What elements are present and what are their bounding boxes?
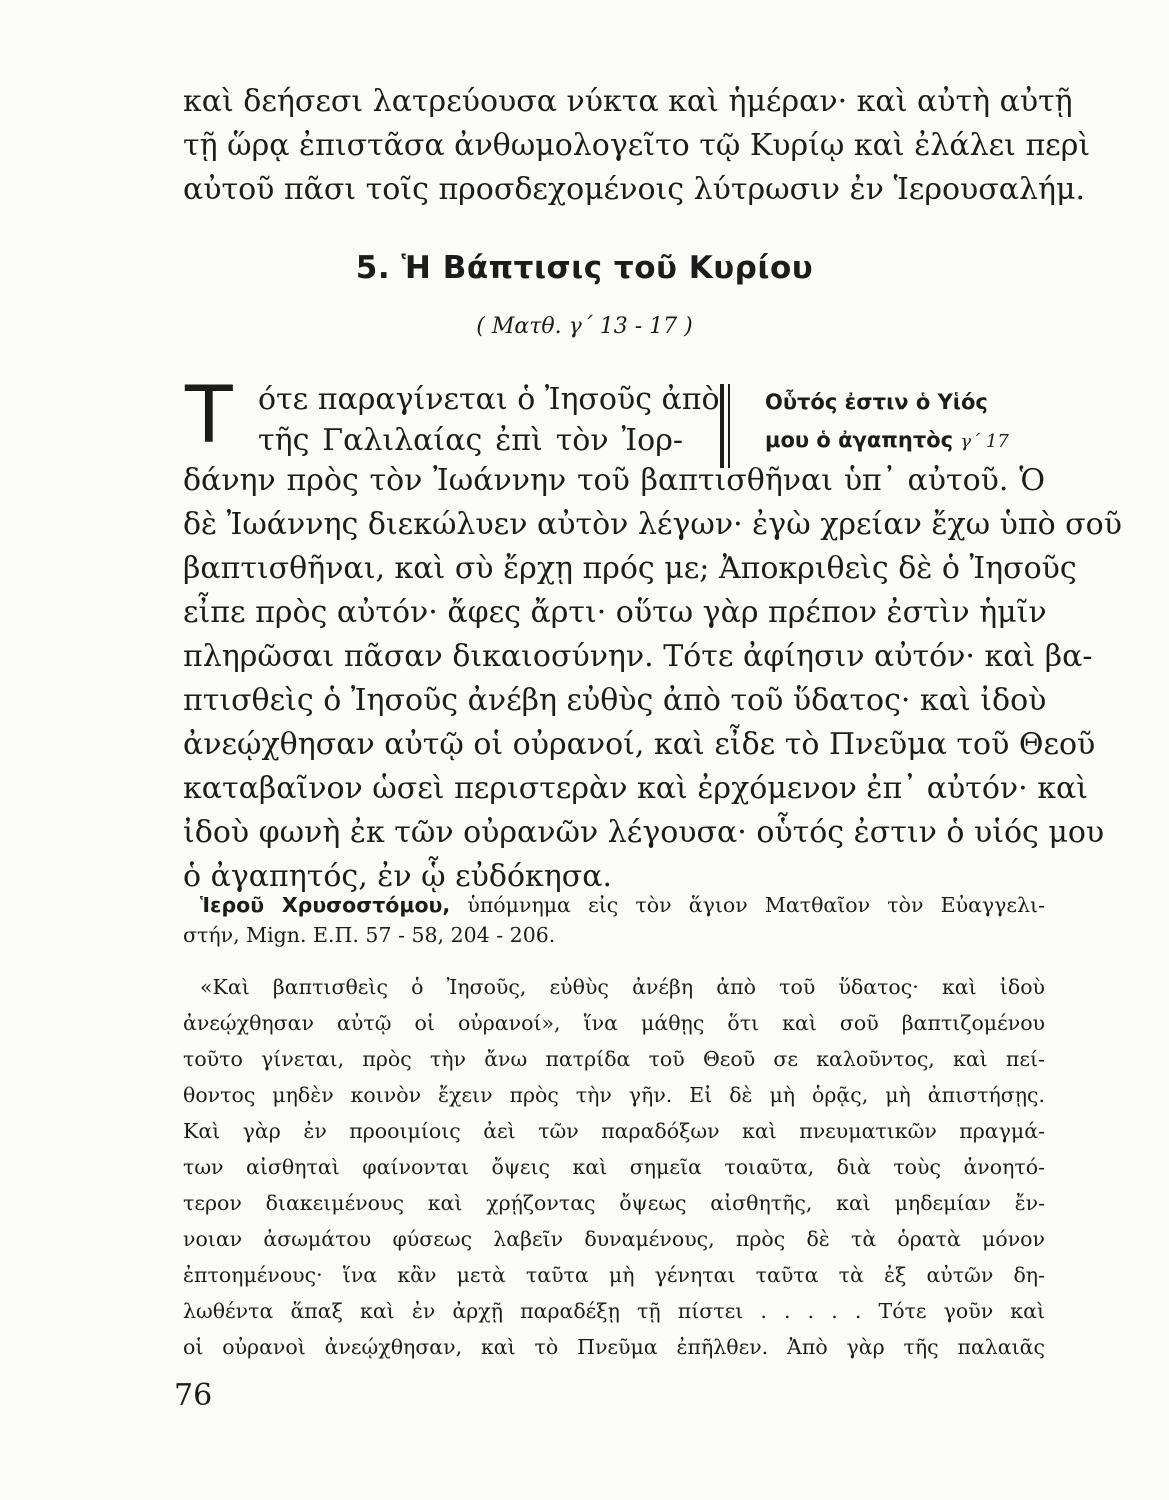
- commentary-line: τερον διακειμένους καὶ χρῄζοντας ὄψεως αἰσθητῆς, καὶ μηδεμίαν ἔν-: [183, 1191, 1045, 1215]
- source-citation: [200, 892, 1045, 918]
- sidebar-quote-text: μου ὁ ἀγαπητὸς: [765, 428, 954, 452]
- gospel-line: δὲ Ἰωάννης διεκώλυεν αὐτὸν λέγων· ἐγὼ χρείαν ἔχω ὑπὸ σοῦ: [183, 507, 1122, 542]
- intro-line: τῇ ὥρᾳ ἐπιστᾶσα ἀνθωμολογεῖτο τῷ Κυρίῳ καὶ ἐλάλει περὶ: [183, 128, 1091, 163]
- page-number: 76: [174, 1378, 213, 1413]
- gospel-line: καταβαῖνον ὡσεὶ περιστερὰν καὶ ἐρχόμενον ἐπ᾽ αὐτόν· καὶ: [183, 771, 1089, 806]
- source-citation-line: στήν, Mign. Ε.Π. 57 - 58, 204 - 206.: [183, 923, 556, 947]
- commentary-line: λωθέντα ἅπαξ καὶ ἐν ἀρχῇ παραδέξῃ τῇ πίστει . . . . . Τότε γοῦν καὶ: [183, 1299, 1045, 1323]
- source-author: Ἱεροῦ Χρυσοστόμου,: [200, 893, 451, 917]
- commentary-line: των αἰσθηταὶ φαίνονται ὄψεις καὶ σημεῖα τοιαῦτα, διὰ τοὺς ἀνοητό-: [183, 1155, 1045, 1179]
- gospel-line: εἶπε πρὸς αὐτόν· ἄφες ἄρτι· οὕτω γὰρ πρέπον ἐστὶν ἡμῖν: [183, 595, 1047, 630]
- intro-line: καὶ δεήσεσι λατρεύουσα νύκτα καὶ ἡμέραν· καὶ αὐτὴ αὐτῇ: [183, 84, 1073, 119]
- gospel-line: τῆς Γαλιλαίας ἐπὶ τὸν Ἰορ-: [258, 423, 683, 458]
- commentary-line: οἱ οὐρανοὶ ἀνεῴχθησαν, καὶ τὸ Πνεῦμα ἐπῆλθεν. Ἀπὸ γὰρ τῆς παλαιᾶς: [183, 1335, 1045, 1359]
- gospel-line: δάνην πρὸς τὸν Ἰωάννην τοῦ βαπτισθῆναι ὑπ᾽ αὐτοῦ. Ὁ: [183, 463, 1045, 498]
- sidebar-rule: [728, 384, 730, 468]
- commentary-line: «Καὶ βαπτισθεὶς ὁ Ἰησοῦς, εὐθὺς ἀνέβη ἀπὸ τοῦ ὕδατος· καὶ ἰδοὺ: [200, 975, 1045, 999]
- sidebar-quote: [765, 428, 1055, 452]
- sidebar-verse-ref: γ΄ 17: [960, 431, 1009, 452]
- sidebar-rule: [720, 384, 724, 468]
- source-work: ὑπόμνημα εἰς τὸν ἅγιον Ματθαῖον τὸν Εὐαγγελι-: [467, 893, 1045, 917]
- scripture-reference: ( Ματθ. γ΄ 13 - 17 ): [476, 314, 693, 339]
- gospel-line: πτισθεὶς ὁ Ἰησοῦς ἀνέβη εὐθὺς ἀπὸ τοῦ ὕδατος· καὶ ἰδοὺ: [183, 683, 1047, 718]
- drop-cap: Τ: [185, 371, 233, 461]
- commentary-line: Καὶ γὰρ ἐν προοιμίοις ἀεὶ τῶν παραδόξων καὶ πνευματικῶν πραγμά-: [183, 1119, 1045, 1143]
- commentary-line: ἀνεῴχθησαν αὐτῷ οἱ οὐρανοί», ἵνα μάθῃς ὅτι καὶ σοῦ βαπτιζομένου: [183, 1011, 1045, 1035]
- intro-line: αὐτοῦ πᾶσι τοῖς προσδεχομένοις λύτρωσιν ἐν Ἱερουσαλήμ.: [183, 172, 1086, 207]
- commentary-line: τοῦτο γίνεται, πρὸς τὴν ἄνω πατρίδα τοῦ Θεοῦ σε καλοῦντος, καὶ πεί-: [183, 1047, 1045, 1071]
- commentary-line: θοντος μηδὲν κοινὸν ἔχειν πρὸς τὴν γῆν. Εἰ δὲ μὴ ὁρᾷς, μὴ ἀπιστήσῃς.: [183, 1083, 1045, 1107]
- gospel-line: ότε παραγίνεται ὁ Ἰησοῦς ἀπὸ: [258, 382, 720, 417]
- gospel-line: ἀνεῴχθησαν αὐτῷ οἱ οὐρανοί, καὶ εἶδε τὸ Πνεῦμα τοῦ Θεοῦ: [183, 727, 1096, 762]
- gospel-line: ὁ ἀγαπητός, ἐν ᾧ εὐδόκησα.: [183, 859, 613, 894]
- gospel-line: πληρῶσαι πᾶσαν δικαιοσύνην. Τότε ἀφίησιν αὐτόν· καὶ βα-: [183, 639, 1093, 674]
- section-title: 5. Ἡ Βάπτισις τοῦ Κυρίου: [355, 250, 814, 286]
- gospel-line: βαπτισθῆναι, καὶ σὺ ἔρχῃ πρός με; Ἀποκριθεὶς δὲ ὁ Ἰησοῦς: [183, 551, 1077, 586]
- sidebar-quote: Οὗτός ἐστιν ὁ Υἱός: [765, 390, 988, 414]
- commentary-line: νοιαν ἀσωμάτου φύσεως λαβεῖν δυναμένους, πρὸς δὲ τὰ ὁρατὰ μόνον: [183, 1227, 1045, 1251]
- gospel-line: ἰδοὺ φωνὴ ἐκ τῶν οὐρανῶν λέγουσα· οὗτός ἐστιν ὁ υἱός μου: [183, 815, 1105, 850]
- commentary-line: ἐπτοημένους· ἵνα κἂν μετὰ ταῦτα μὴ γένηται ταῦτα τὰ ἐξ αὐτῶν δη-: [183, 1263, 1045, 1287]
